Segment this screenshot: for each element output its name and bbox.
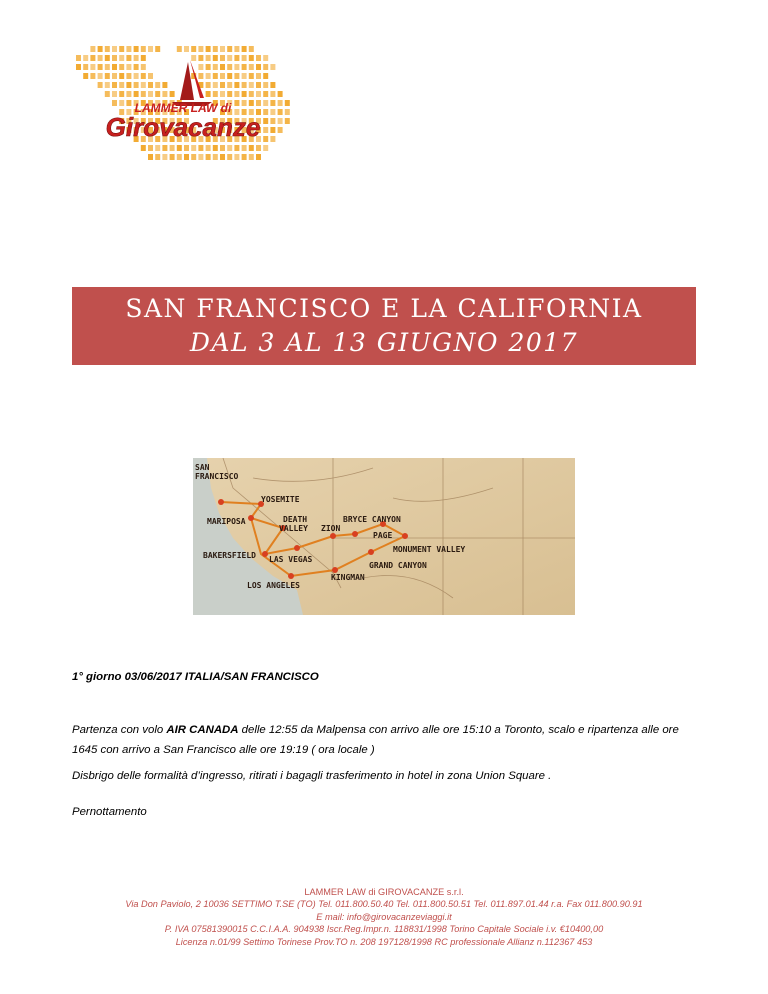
map-label-grand-canyon: GRAND CANYON (369, 561, 427, 570)
logo-dot (148, 145, 153, 151)
logo-dot (112, 91, 117, 97)
logo-dot (191, 46, 196, 52)
logo-dot (263, 55, 268, 61)
logo-dot (162, 82, 167, 88)
flight-text-end: delle 12:55 da Malpensa con arrivo alle ore 15:10 a Toronto, scalo e ripartenza alle ore 1645 con arrivo a San Francisco alle ore 19:19 ( ora locale ) (72, 724, 679, 756)
logo-dot (213, 154, 218, 160)
logo-dot (112, 55, 117, 61)
logo-dot (213, 82, 218, 88)
logo-dot (206, 91, 211, 97)
logo-dot (134, 64, 139, 70)
logo-dot (278, 118, 283, 124)
logo-dot (184, 154, 189, 160)
logo-dot (112, 46, 117, 52)
logo-dot (249, 46, 254, 52)
logo-dot (227, 154, 232, 160)
logo-dot (220, 154, 225, 160)
logo-dot (242, 154, 247, 160)
logo-dot (249, 73, 254, 79)
logo-dot (220, 145, 225, 151)
logo-dot (83, 73, 88, 79)
logo-dot (141, 46, 146, 52)
map-label-bakersfield: BAKERSFIELD (203, 551, 256, 560)
logo-dot (126, 100, 131, 106)
logo-dot (242, 55, 247, 61)
stop-los-angeles (288, 573, 294, 579)
logo-dot (198, 73, 203, 79)
logo-dot (206, 46, 211, 52)
logo-dot (263, 64, 268, 70)
logo-dot (119, 55, 124, 61)
logo-dot (177, 154, 182, 160)
map-label-page: PAGE (373, 531, 393, 540)
footer-email: E mail: info@girovacanzeviaggi.it (316, 911, 452, 922)
logo-dot (134, 73, 139, 79)
logo-dot (256, 64, 261, 70)
logo-dot (256, 91, 261, 97)
logo-dot (234, 82, 239, 88)
logo-dot (155, 154, 160, 160)
logo-dot (90, 46, 95, 52)
logo-dot (270, 91, 275, 97)
footer-tax: P. IVA 07581390015 C.C.I.A.A. 904938 Iscr.Reg.Impr.n. 118831/1998 Torino Capitale Sociale i.v. €10400,00 (164, 924, 604, 935)
logo-dot (112, 64, 117, 70)
logo-dot (148, 91, 153, 97)
logo-dot (263, 127, 268, 133)
day-paragraph-overnight: Pernottamento (72, 806, 147, 818)
logo-dot (256, 100, 261, 106)
logo-dot (234, 154, 239, 160)
logo-dot (213, 46, 218, 52)
logo-dot (155, 91, 160, 97)
logo-dot (285, 118, 290, 124)
title-line-1: SAN FRANCISCO E LA CALIFORNIA (125, 294, 643, 323)
logo-dot (242, 64, 247, 70)
logo-dot (270, 136, 275, 142)
logo-dot (220, 91, 225, 97)
logo-dot (119, 46, 124, 52)
logo-dot (270, 118, 275, 124)
logo-dot (270, 82, 275, 88)
footer-company: LAMMER LAW di GIROVACANZE s.r.l. (304, 887, 464, 897)
logo-dot (105, 73, 110, 79)
logo-dot (162, 154, 167, 160)
flight-text-start: Partenza con volo (72, 724, 167, 736)
logo-dot (198, 55, 203, 61)
logo-dot (249, 82, 254, 88)
logo-dot (256, 154, 261, 160)
logo-dot (155, 82, 160, 88)
route-map (193, 458, 575, 615)
logo-dot (98, 82, 103, 88)
map-label-san-francisco: SAN FRANCISCO (195, 463, 239, 481)
logo-dot (198, 46, 203, 52)
logo-dot (220, 73, 225, 79)
logo-dot (263, 100, 268, 106)
logo-dot (141, 82, 146, 88)
logo-dot (249, 100, 254, 106)
logo-dot (141, 55, 146, 61)
logo-dot (155, 145, 160, 151)
stop-mariposa (248, 515, 254, 521)
logo-dot (170, 91, 175, 97)
logo-dot (227, 82, 232, 88)
airline-name: AIR CANADA (166, 724, 239, 736)
logo-dot (227, 64, 232, 70)
logo-dot (206, 82, 211, 88)
logo-dot (198, 154, 203, 160)
logo-dot (249, 64, 254, 70)
logo-dot (227, 91, 232, 97)
company-logo (72, 42, 294, 166)
logo-dot (234, 64, 239, 70)
logo-dot (256, 73, 261, 79)
logo-dot (98, 46, 103, 52)
logo-dot (234, 145, 239, 151)
logo-dot (119, 64, 124, 70)
logo-dot (242, 145, 247, 151)
logo-dot (191, 154, 196, 160)
logo-dot (90, 64, 95, 70)
logo-dot (112, 82, 117, 88)
logo-dot (126, 82, 131, 88)
logo-dot (234, 100, 239, 106)
logo-dot (270, 127, 275, 133)
logo-dot (256, 55, 261, 61)
logo-dot (249, 154, 254, 160)
logo-dot (263, 118, 268, 124)
logo-dot (270, 64, 275, 70)
logo-dot (249, 145, 254, 151)
logo-dot (206, 145, 211, 151)
logo-dot (148, 46, 153, 52)
logo-dot (184, 46, 189, 52)
stop-las-vegas (294, 545, 300, 551)
logo-dot (126, 91, 131, 97)
stop-grand-canyon (368, 549, 374, 555)
logo-dot (141, 64, 146, 70)
logo-dot (148, 82, 153, 88)
logo-dot (213, 91, 218, 97)
logo-dot (112, 73, 117, 79)
stop-san-francisco (218, 499, 224, 505)
logo-dot (220, 82, 225, 88)
logo-dot (191, 145, 196, 151)
logo-dot (249, 91, 254, 97)
logo-dot (141, 145, 146, 151)
logo-dot (278, 109, 283, 115)
logo-dot (134, 55, 139, 61)
logo-dot (263, 136, 268, 142)
logo-dot (278, 100, 283, 106)
logo-dot (242, 46, 247, 52)
logo-dot (242, 91, 247, 97)
route-map-graphic (193, 458, 575, 615)
logo-dot (76, 64, 81, 70)
logo-dot (227, 145, 232, 151)
stop-monument-valley (402, 533, 408, 539)
logo-dot (119, 100, 124, 106)
page-footer (40, 886, 728, 948)
logo-dot (270, 100, 275, 106)
map-label-los-angeles: LOS ANGELES (247, 581, 300, 590)
logo-line1: LAMMER LAW di (134, 101, 232, 115)
map-label-las-vegas: LAS VEGAS (269, 555, 313, 564)
logo-dot (126, 55, 131, 61)
logo-dot (112, 100, 117, 106)
logo-dot (234, 73, 239, 79)
logo-dot (213, 55, 218, 61)
logo-dot (198, 64, 203, 70)
footer-license: Licenza n.01/99 Settimo Torinese Prov.TO n. 208 197128/1998 RC professionale Allianz n.112367 453 (175, 936, 593, 947)
logo-dot (155, 46, 160, 52)
logo-dot (213, 145, 218, 151)
logo-dot (76, 55, 81, 61)
logo-dot (126, 64, 131, 70)
logo-dot (263, 109, 268, 115)
logo-dot (105, 55, 110, 61)
logo-dot (206, 73, 211, 79)
logo-dot (278, 127, 283, 133)
day-paragraph-flight (72, 720, 702, 760)
logo-dot (234, 55, 239, 61)
logo-dot (119, 73, 124, 79)
logo-dot (119, 91, 124, 97)
logo-dot (227, 46, 232, 52)
logo-dot (90, 73, 95, 79)
logo-dot (177, 46, 182, 52)
stop-bakersfield (262, 551, 268, 557)
logo-dot (98, 55, 103, 61)
logo-dot (126, 73, 131, 79)
logo-dot (220, 46, 225, 52)
logo-dot (256, 82, 261, 88)
logo-dot (263, 91, 268, 97)
title-line-2: DAL 3 AL 13 GIUGNO 2017 (189, 328, 579, 357)
logo-dot (249, 55, 254, 61)
logo-dot (148, 154, 153, 160)
logo-dot (105, 64, 110, 70)
logo-dot (126, 46, 131, 52)
logo-dot (90, 55, 95, 61)
map-label-zion: ZION (321, 524, 341, 533)
logo-dot (263, 145, 268, 151)
logo-dot (234, 91, 239, 97)
logo-dot (170, 154, 175, 160)
logo-graphic (72, 42, 294, 166)
logo-dot (263, 73, 268, 79)
logo-dot (98, 73, 103, 79)
logo-line2: Girovacanze (105, 112, 261, 142)
map-label-mariposa: MARIPOSA (207, 517, 246, 526)
logo-dot (213, 64, 218, 70)
logo-dot (134, 91, 139, 97)
stop-zion (330, 533, 336, 539)
title-banner (72, 287, 696, 365)
logo-dot (285, 100, 290, 106)
logo-dot (83, 64, 88, 70)
logo-dot (220, 55, 225, 61)
logo-dot (227, 73, 232, 79)
logo-dot (270, 109, 275, 115)
stop-bryce-canyon (352, 531, 358, 537)
logo-dot (141, 91, 146, 97)
map-label-yosemite: YOSEMITE (261, 495, 300, 504)
logo-dot (242, 73, 247, 79)
logo-dot (263, 82, 268, 88)
logo-dot (105, 82, 110, 88)
logo-dot (148, 73, 153, 79)
day-paragraph-transfer: Disbrigo delle formalità d’ingresso, ritirati i bagagli trasferimento in hotel in zona Union Square . (72, 770, 552, 782)
logo-dot (256, 145, 261, 151)
logo-dot (134, 82, 139, 88)
map-label-bryce-canyon: BRYCE CANYON (343, 515, 401, 524)
map-label-monument-valley: MONUMENT VALLEY (393, 545, 466, 554)
logo-dot (206, 154, 211, 160)
logo-dot (134, 46, 139, 52)
logo-dot (242, 82, 247, 88)
logo-dot (227, 55, 232, 61)
logo-dot (105, 46, 110, 52)
map-label-death-valley: DEATH VALLEY (279, 515, 308, 533)
logo-dot (105, 91, 110, 97)
logo-dot (285, 109, 290, 115)
day-heading: 1° giorno 03/06/2017 ITALIA/SAN FRANCISCO (72, 671, 319, 683)
logo-dot (141, 73, 146, 79)
logo-dot (198, 145, 203, 151)
map-label-kingman: KINGMAN (331, 573, 365, 582)
logo-dot (162, 145, 167, 151)
logo-dot (278, 91, 283, 97)
logo-dot (206, 55, 211, 61)
footer-address: Via Don Paviolo, 2 10036 SETTIMO T.SE (TO) Tel. 011.800.50.40 Tel. 011.800.50.51 Tel. 011.897.01.44 r.a. Fax 011.800.90.91 (125, 899, 643, 910)
logo-dot (234, 46, 239, 52)
logo-dot (191, 55, 196, 61)
logo-dot (177, 145, 182, 151)
logo-dot (242, 100, 247, 106)
logo-dot (98, 64, 103, 70)
logo-dot (220, 64, 225, 70)
logo-dot (83, 55, 88, 61)
logo-dot (170, 145, 175, 151)
logo-dot (184, 145, 189, 151)
logo-dot (206, 64, 211, 70)
logo-dot (162, 91, 167, 97)
logo-dot (119, 82, 124, 88)
logo-dot (213, 73, 218, 79)
